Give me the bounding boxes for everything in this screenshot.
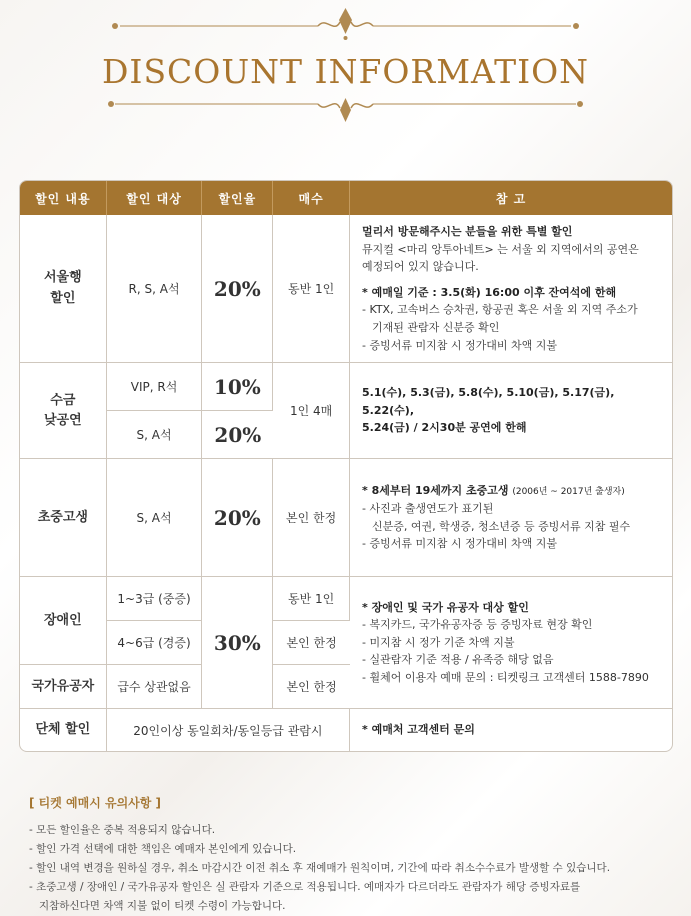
matinee-name-line2: 낮공연 (44, 412, 82, 428)
veteran-target: 급수 상관없음 (107, 665, 203, 709)
matinee-note (350, 363, 672, 459)
matinee-note-line1: 5.1(수), 5.3(금), 5.8(수), 5.10(금), 5.17(금), 5.22(수), (362, 386, 615, 417)
discount-table (19, 180, 673, 752)
student-rate: 20% (202, 459, 273, 577)
seoul-count: 동반 1인 (273, 215, 350, 363)
seoul-note-star: * 예매일 기준 : 3.5(화) 16:00 이후 잔여석에 한해 (362, 285, 617, 299)
header-rate: 할인율 (202, 181, 273, 215)
seoul-note-b1a: - KTX, 고속버스 승차권, 항공권 혹은 서울 외 지역 주소가 (362, 303, 638, 317)
page-title: DISCOUNT INFORMATION (101, 52, 590, 91)
disabled-target1: 1~3급 (중증) (107, 577, 203, 621)
matinee-target1: VIP, R석 (107, 363, 203, 411)
notice-item-2: - 할인 가격 선택에 대한 책임은 예매자 본인에게 있습니다. (29, 843, 297, 856)
table-row-disabled (20, 577, 672, 621)
table-row-matinee (20, 363, 672, 411)
veteran-count: 본인 한정 (273, 665, 350, 709)
seoul-name-line1: 서울행 (44, 270, 82, 286)
matinee-note-line2: 5.24(금) / 2시30분 공연에 한해 (362, 421, 527, 435)
disabled-note (350, 577, 672, 709)
header-note: 참 고 (350, 181, 672, 215)
top-ornament (0, 4, 691, 44)
student-note (350, 459, 672, 577)
seoul-note (350, 215, 672, 363)
disabled-name: 장애인 (20, 577, 107, 665)
seoul-name-line2: 할인 (50, 290, 76, 306)
student-note-b2: - 증빙서류 미지참 시 정가대비 차액 지불 (362, 537, 557, 551)
matinee-rate1: 10% (202, 363, 273, 411)
table-row-student (20, 459, 672, 577)
disabled-count1: 동반 1인 (273, 577, 350, 621)
notice-item-3: - 할인 내역 변경을 원하실 경우, 취소 마감시간 이전 취소 후 재예매가 원칙이며, 기간에 따라 취소수수료가 발생할 수 있습니다. (29, 862, 611, 875)
matinee-name (20, 363, 107, 459)
veteran-name: 국가유공자 (20, 665, 107, 709)
student-note-star-small: (2006년 ~ 2017년 출생자) (512, 487, 625, 498)
seoul-note-b2: - 증빙서류 미지참 시 정가대비 차액 지불 (362, 338, 557, 352)
disabled-count2: 본인 한정 (273, 621, 350, 665)
student-target: S, A석 (107, 459, 203, 577)
disabled-note-b1: - 복지카드, 국가유공자증 등 증빙자료 현장 확인 (362, 618, 593, 632)
group-note-text: * 예매처 고객센터 문의 (362, 723, 475, 737)
disabled-rate: 30% (202, 577, 273, 709)
header-discount-type: 할인 내용 (20, 181, 107, 215)
table-header-row (20, 181, 672, 215)
matinee-target2: S, A석 (107, 411, 203, 459)
matinee-name-line1: 수금 (50, 392, 76, 408)
seoul-name (20, 215, 107, 363)
seoul-target: R, S, A석 (107, 215, 203, 363)
notice-section (29, 794, 669, 916)
disabled-note-b2: - 미지참 시 정가 기준 차액 지불 (362, 635, 515, 649)
student-count: 본인 한정 (273, 459, 350, 577)
notice-item-1: - 모든 할인율은 중복 적용되지 않습니다. (29, 824, 216, 836)
group-note (350, 709, 672, 751)
seoul-note-line3: 예정되어 있지 않습니다. (362, 260, 479, 274)
seoul-note-b1b: 기재된 관람자 신분증 확인 (372, 320, 500, 334)
disabled-note-b3: - 실관람자 기준 적용 / 유족증 해당 없음 (362, 653, 554, 667)
group-target: 20인이상 동일회차/동일등급 관람시 (107, 709, 350, 751)
group-name: 단체 할인 (20, 709, 107, 751)
notice-item-4-cont (29, 897, 669, 916)
matinee-count: 1인 4매 (273, 363, 350, 459)
seoul-rate: 20% (202, 215, 273, 363)
disabled-target2: 4~6급 (경증) (107, 621, 203, 665)
student-note-b1b: 신분증, 여권, 학생증, 청소년증 등 증빙서류 지참 필수 (372, 519, 631, 533)
header-target: 할인 대상 (107, 181, 203, 215)
notice-item-4: - 초중고생 / 장애인 / 국가유공자 할인은 실 관람자 기준으로 적용됩니다. 예매자가 다르더라도 관람자가 해당 증빙자료를 (29, 881, 581, 894)
seoul-note-title: 멀리서 방문해주시는 분들을 위한 특별 할인 (362, 225, 573, 238)
student-note-b1a: - 사진과 출생연도가 표기된 (362, 502, 494, 516)
disabled-note-b4: - 휠체어 이용자 예매 문의 : 티켓링크 고객센터 1588-7890 (362, 671, 649, 685)
student-note-star-line (362, 482, 662, 500)
student-name: 초중고생 (20, 459, 107, 577)
header-count: 매수 (273, 181, 350, 215)
notice-item-4-cont-text: 지참하신다면 차액 지불 없이 티켓 수령이 가능합니다. (39, 900, 286, 913)
disabled-note-star: * 장애인 및 국가 유공자 대상 할인 (362, 600, 529, 614)
bottom-ornament (0, 90, 691, 130)
header (0, 0, 691, 150)
notice-title: [ 티켓 예매시 유의사항 ] (29, 796, 162, 810)
table-row-seoul (20, 215, 672, 363)
student-note-star: * 8세부터 19세까지 초중고생 (362, 484, 509, 498)
seoul-note-line2: 뮤지컬 <마리 앙투아네트> 는 서울 외 지역에서의 공연은 (362, 242, 639, 256)
matinee-rate2: 20% (202, 411, 273, 459)
table-row-group (20, 709, 672, 751)
